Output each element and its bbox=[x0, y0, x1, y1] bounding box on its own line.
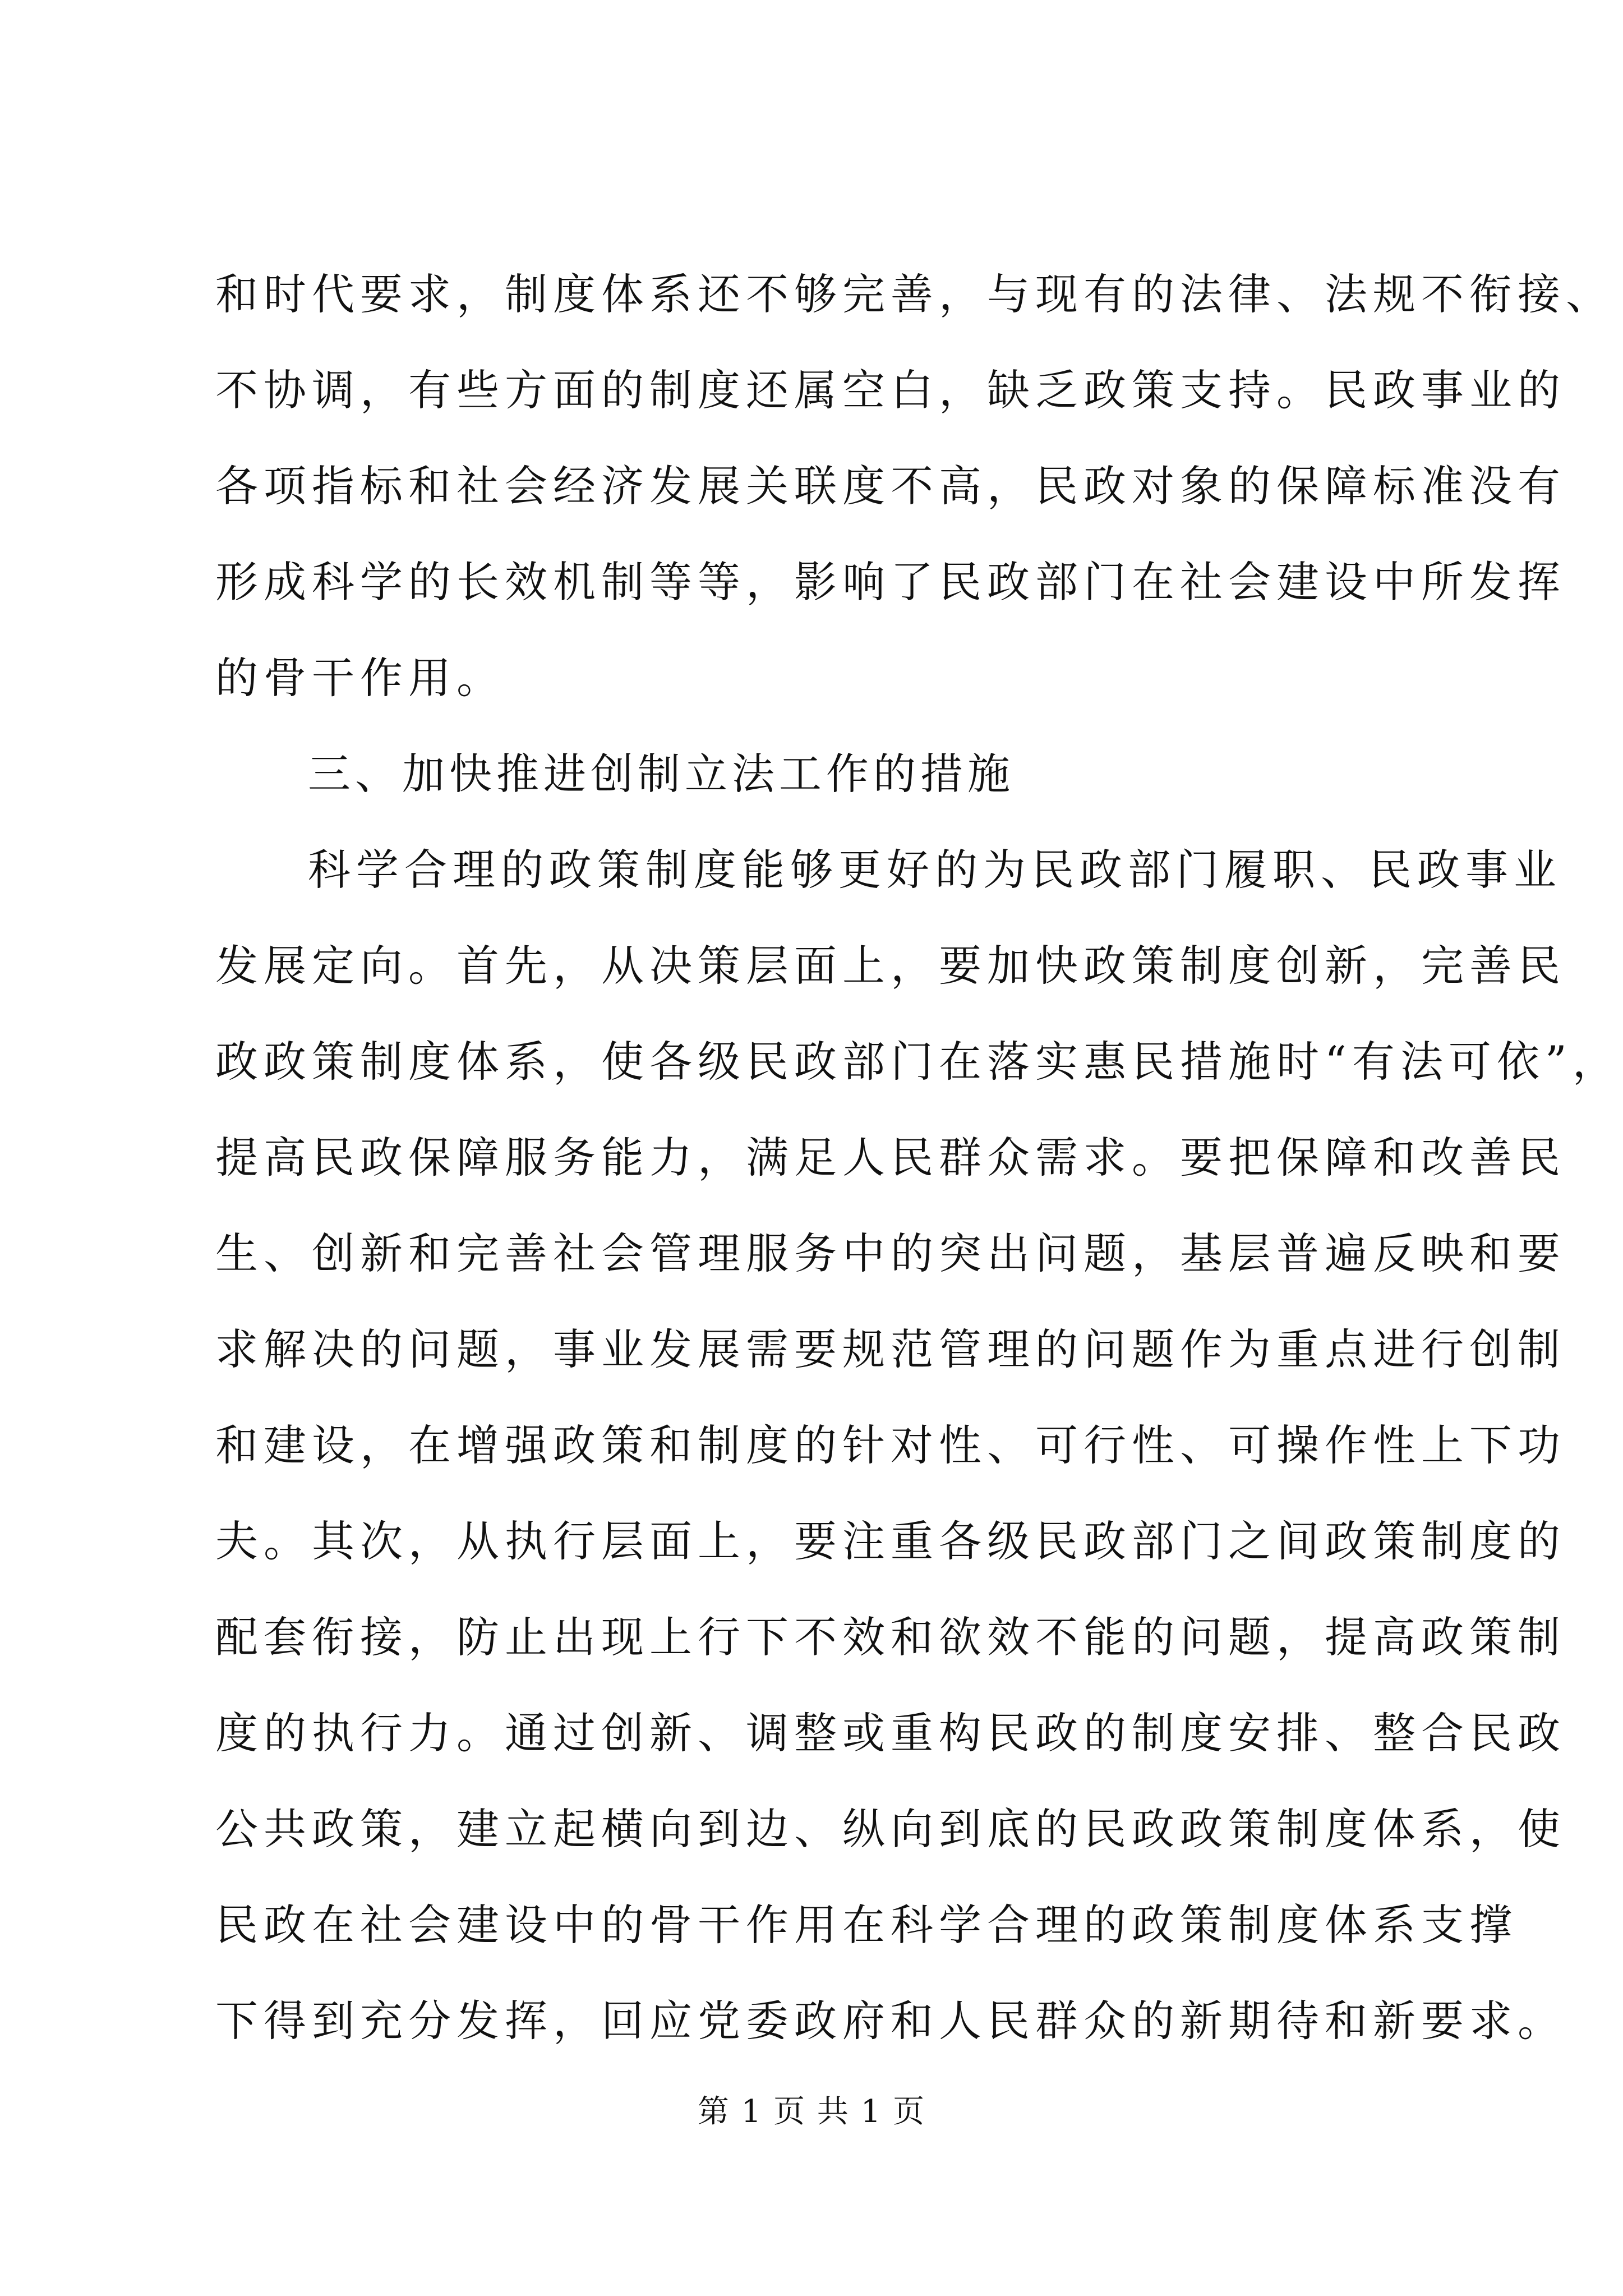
paragraph-line: 科学合理的政策制度能够更好的为民政部门履职、民政事业 bbox=[308, 845, 1562, 895]
paragraph-line: 公共政策，建立起横向到边、纵向到底的民政政策制度体系，使 bbox=[215, 1804, 1566, 1854]
paragraph-line: 和时代要求，制度体系还不够完善，与现有的法律、法规不衔接、 bbox=[215, 269, 1614, 319]
paragraph-line: 夫。其次，从执行层面上，要注重各级民政部门之间政策制度的 bbox=[215, 1516, 1566, 1566]
paragraph-line: 度的执行力。通过创新、调整或重构民政的制度安排、整合民政 bbox=[215, 1708, 1566, 1758]
paragraph-line: 发展定向。首先，从决策层面上，要加快政策制度创新，完善民 bbox=[215, 941, 1566, 991]
paragraph-line: 提高民政保障服务能力，满足人民群众需求。要把保障和改善民 bbox=[215, 1133, 1566, 1182]
paragraph-line: 下得到充分发挥，回应党委政府和人民群众的新期待和新要求。 bbox=[215, 1996, 1566, 2046]
section-heading: 三、加快推进创制立法工作的措施 bbox=[308, 749, 1015, 799]
paragraph-line: 不协调，有些方面的制度还属空白，缺乏政策支持。民政事业的 bbox=[215, 365, 1566, 415]
paragraph-line: 形成科学的长效机制等等，影响了民政部门在社会建设中所发挥 bbox=[215, 557, 1566, 607]
paragraph-line: 政政策制度体系，使各级民政部门在落实惠民措施时“有法可依”， bbox=[215, 1037, 1621, 1087]
page-number-label: 第 1 页 共 1 页 bbox=[697, 2093, 926, 2130]
page-footer bbox=[0, 2090, 1623, 2134]
paragraph-line: 生、创新和完善社会管理服务中的突出问题，基层普遍反映和要 bbox=[215, 1228, 1566, 1278]
paragraph-line: 的骨干作用。 bbox=[215, 653, 505, 703]
paragraph-line: 各项指标和社会经济发展关联度不高，民政对象的保障标准没有 bbox=[215, 461, 1566, 511]
paragraph-line: 求解决的问题，事业发展需要规范管理的问题作为重点进行创制 bbox=[215, 1324, 1566, 1374]
paragraph-line: 配套衔接，防止出现上行下不效和欲效不能的问题，提高政策制 bbox=[215, 1612, 1566, 1662]
body-text bbox=[215, 264, 1621, 2086]
paragraph-line: 和建设，在增强政策和制度的针对性、可行性、可操作性上下功 bbox=[215, 1420, 1566, 1470]
paragraph-line: 民政在社会建设中的骨干作用在科学合理的政策制度体系支撑 bbox=[215, 1900, 1518, 1950]
